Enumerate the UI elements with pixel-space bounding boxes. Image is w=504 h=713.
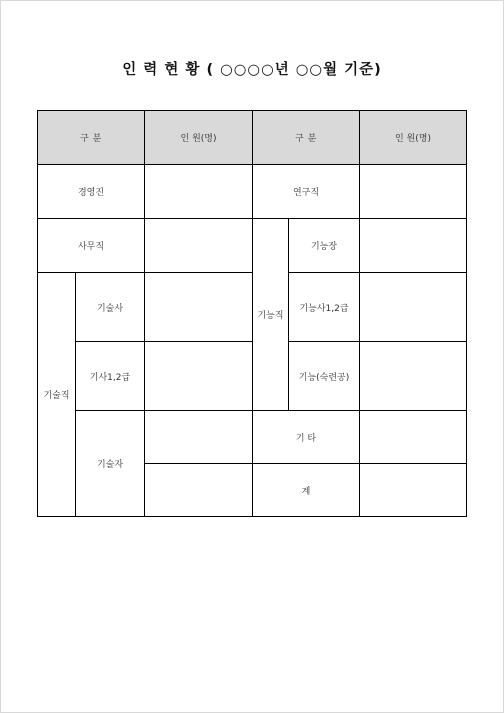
table-header-row (38, 111, 467, 165)
count-skill-master[interactable] (360, 219, 467, 273)
count-total[interactable] (360, 464, 467, 517)
label-engineer-grade: 기사1,2급 (76, 342, 145, 411)
table-row (38, 273, 467, 342)
personnel-status-table (37, 110, 467, 517)
count-skill-grade[interactable] (360, 273, 467, 342)
count-technician[interactable] (145, 273, 253, 342)
label-other: 기 타 (253, 411, 360, 464)
count-skilled-worker[interactable] (360, 342, 467, 411)
table-row (38, 342, 467, 411)
count-office[interactable] (145, 219, 253, 273)
count-tech-person-b[interactable] (145, 464, 253, 517)
header-count-right: 인 원(명) (360, 111, 467, 165)
label-office: 사무직 (38, 219, 145, 273)
table-row (38, 411, 467, 464)
count-other[interactable] (360, 411, 467, 464)
header-category-right: 구 분 (253, 111, 360, 165)
table-row (38, 165, 467, 219)
count-tech-person-a[interactable] (145, 411, 253, 464)
label-skill-group: 기능직 (253, 219, 289, 411)
label-skill-master: 기능장 (289, 219, 360, 273)
label-total: 계 (253, 464, 360, 517)
label-management: 경영진 (38, 165, 145, 219)
label-tech-group: 기술직 (38, 273, 76, 517)
count-engineer-grade[interactable] (145, 342, 253, 411)
header-count-left: 인 원(명) (145, 111, 253, 165)
label-technician: 기술사 (76, 273, 145, 342)
header-category-left: 구 분 (38, 111, 145, 165)
label-skilled-worker: 기능(숙련공) (289, 342, 360, 411)
count-management[interactable] (145, 165, 253, 219)
table-row (38, 219, 467, 273)
document-title: 인 력 현 황 ( ○○○○년 ○○월 기준) (122, 62, 382, 78)
count-research[interactable] (360, 165, 467, 219)
label-research: 연구직 (253, 165, 360, 219)
label-skill-grade: 기능사1,2급 (289, 273, 360, 342)
label-tech-person: 기술자 (76, 411, 145, 517)
